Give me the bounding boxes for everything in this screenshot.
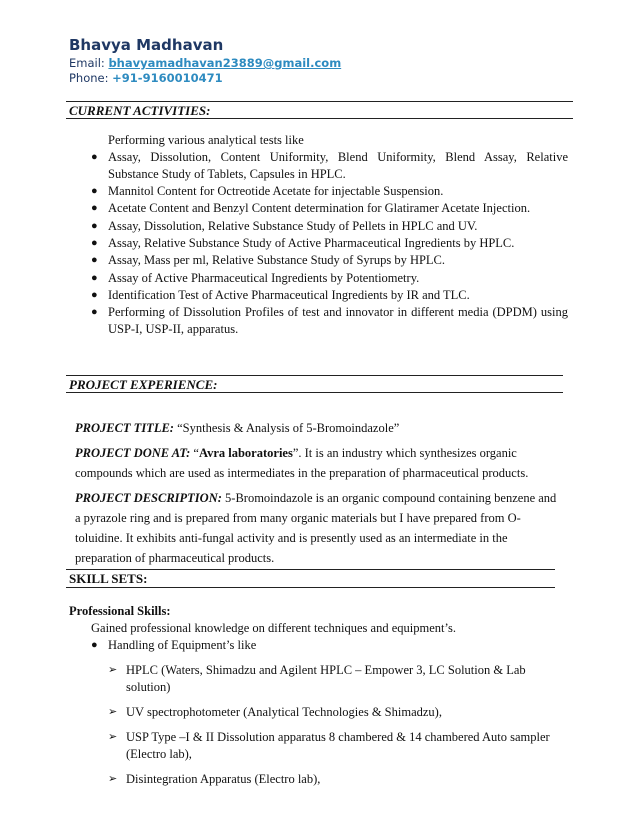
project-done-at: PROJECT DONE AT: “Avra laboratories”. It is an industry which synthesizes organic compounds which are used as intermediates in the preparation of pharmaceutical products. — [75, 446, 529, 480]
project-title-label: PROJECT TITLE: — [75, 421, 174, 435]
bullet-icon: ● — [91, 254, 98, 266]
project-description-label: PROJECT DESCRIPTION: — [75, 491, 222, 505]
activity-item: Acetate Content and Benzyl Content determination for Glatiramer Acetate Injection. — [108, 201, 531, 215]
phone-number: +91-9160010471 — [112, 71, 223, 85]
bullet-icon: ● — [91, 639, 98, 651]
bullet-icon: ● — [91, 185, 98, 197]
project-description-text: 5-Bromoindazole is an organic compound containing benzene and a pyrazole ring and is prepared from many organic materials but I have prepared from O-toluidine. It exhibits anti-fungal activity and is presently used as an intermediate in the preparation of pharmaceutical products. — [75, 491, 557, 565]
equipment-item: USP Type –I & II Dissolution apparatus 8 chambered & 14 chambered Auto sampler (Electro lab), — [126, 730, 550, 761]
candidate-name: Bhavya Madhavan — [69, 36, 224, 54]
phone-label: Phone: — [69, 71, 113, 85]
arrow-bullet-icon: ➢ — [108, 773, 118, 785]
activity-item: Assay, Dissolution, Relative Substance Study of Pellets in HPLC and UV. — [108, 219, 478, 233]
activity-item: Assay, Relative Substance Study of Active Pharmaceutical Ingredients by HPLC. — [108, 236, 515, 250]
activity-item: Assay, Dissolution, Content Uniformity, Blend Uniformity, Blend Assay, Relative Substance Study of Tablets, Capsules in HPLC. — [108, 150, 568, 181]
bullet-icon: ● — [91, 151, 98, 163]
project-title — [75, 418, 558, 438]
divider-top — [66, 569, 555, 570]
bullet-icon: ● — [91, 202, 98, 214]
bullet-icon: ● — [91, 289, 98, 301]
activity-item: Identification Test of Active Pharmaceutical Ingredients by IR and TLC. — [108, 288, 470, 302]
equipment-item: HPLC (Waters, Shimadzu and Agilent HPLC – Empower 3, LC Solution & Lab solution) — [126, 663, 526, 694]
divider-top — [66, 101, 573, 102]
bullet-icon: ● — [91, 220, 98, 232]
arrow-bullet-icon: ➢ — [108, 706, 118, 718]
project-experience-heading: PROJECT EXPERIENCE: — [69, 377, 218, 392]
professional-skills-intro: Gained professional knowledge on different techniques and equipment’s. — [91, 621, 456, 635]
arrow-bullet-icon: ➢ — [108, 664, 118, 676]
divider-top — [66, 375, 563, 376]
bullet-icon: ● — [91, 306, 98, 318]
activities-intro: Performing various analytical tests like — [108, 133, 304, 147]
arrow-bullet-icon: ➢ — [108, 731, 118, 743]
professional-skills-heading: Professional Skills: — [69, 604, 171, 618]
project-done-label: PROJECT DONE AT: — [75, 446, 191, 460]
activity-item: Mannitol Content for Octreotide Acetate for injectable Suspension. — [108, 184, 444, 198]
email-line — [69, 56, 341, 70]
email-label: Email: — [69, 56, 109, 70]
divider-bottom — [66, 392, 563, 393]
handling-label: Handling of Equipment’s like — [108, 638, 257, 652]
equipment-item: UV spectrophotometer (Analytical Technologies & Shimadzu), — [126, 705, 442, 719]
activity-item: Assay of Active Pharmaceutical Ingredients by Potentiometry. — [108, 271, 420, 285]
project-description — [75, 488, 558, 568]
activity-item: Assay, Mass per ml, Relative Substance Study of Syrups by HPLC. — [108, 253, 446, 267]
divider-bottom — [66, 587, 555, 588]
bullet-icon: ● — [91, 237, 98, 249]
bullet-icon: ● — [91, 272, 98, 284]
activity-item: Performing of Dissolution Profiles of test and innovator in different media (DPDM) using USP-I, USP-II, apparatus. — [108, 305, 568, 336]
project-done-text: ”. It is an industry which synthesizes organic compounds which are used as intermediates in the preparation of pharmaceutical products. — [75, 446, 529, 480]
project-organization: Avra laboratories — [198, 446, 293, 460]
skill-sets-heading: SKILL SETS: — [69, 571, 148, 586]
equipment-item: Disintegration Apparatus (Electro lab), — [126, 772, 321, 786]
email-link[interactable]: bhavyamadhavan23889@gmail.com — [108, 56, 342, 70]
divider-bottom — [66, 118, 573, 119]
project-title-value: “Synthesis & Analysis of 5-Bromoindazole” — [173, 421, 400, 435]
phone-line — [69, 71, 223, 85]
current-activities-heading: CURRENT ACTIVITIES: — [69, 103, 211, 118]
